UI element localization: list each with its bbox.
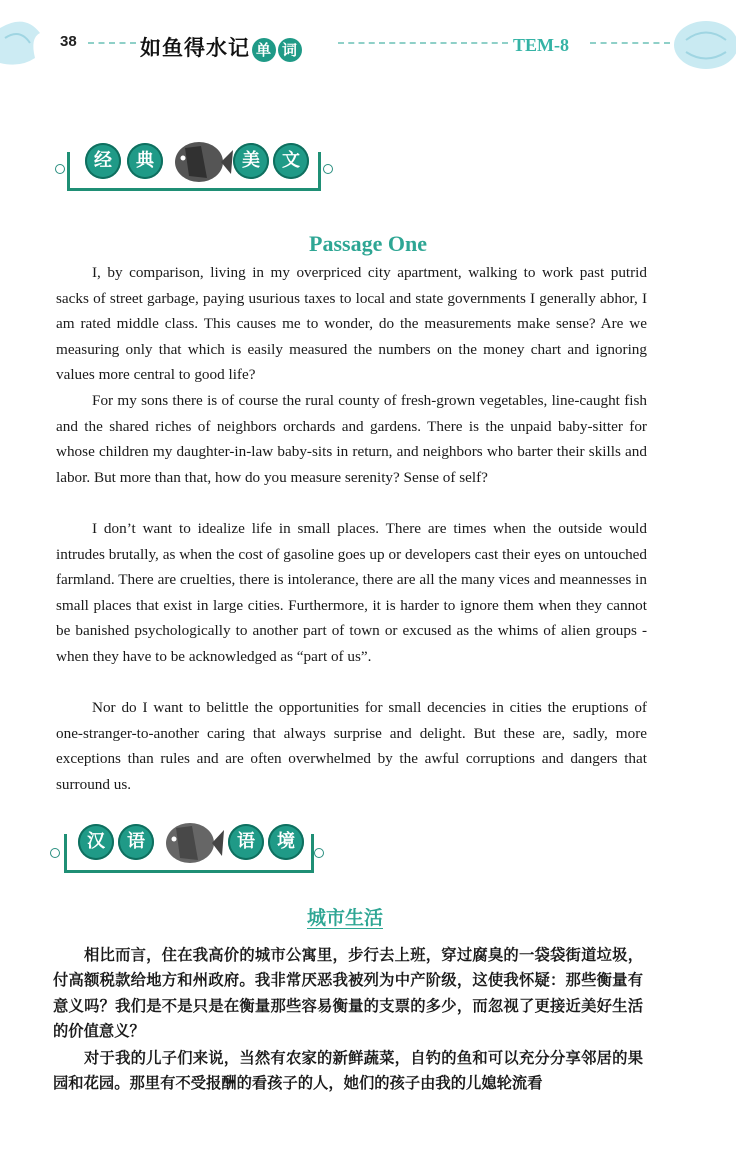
passage-paragraph: For my sons there is of course the rural county of fresh-grown vegetables, line-caught fish and the shared riches of neighbors orchards and gardens. There is the unpaid baby-sitter for whose children my daughter-in-law baby-sits in return, and neighbors who barter their skills and labor. But more than that, how do you measure serenity? Sense of self?	[56, 392, 647, 486]
header-divider	[338, 42, 508, 44]
section-badge: 经	[85, 143, 121, 179]
angelfish-icon	[158, 818, 224, 868]
series-label: TEM-8	[513, 35, 569, 55]
fish-decoration-icon	[656, 10, 736, 80]
passage-paragraph: Nor do I want to belittle the opportunities for small decencies in cities the eruptions of one-stranger-to-another caring that always surprise and delight. But these are, sadly, more exceptions than rules and are often overwhelmed by the awful corruptions and dangers that surround us.	[56, 699, 647, 793]
book-title-badge: 词	[278, 38, 302, 62]
section-badge: 语	[118, 824, 154, 860]
section-badge: 境	[268, 824, 304, 860]
banner-ring	[323, 164, 333, 174]
section-badge: 文	[273, 143, 309, 179]
swan-decoration-icon	[0, 8, 50, 78]
translation-paragraph: 相比而言，住在我高价的城市公寓里，步行去上班，穿过腐臭的一袋袋街道垃圾，付高额税款给地方和州政府。我非常厌恶我被列为中产阶级，这使我怀疑：那些衡量有意义吗？我们是不是只是在衡量那些容易衡量的支票的多少，而忽视了更接近美好生活的价值意义？	[53, 946, 643, 1040]
banner-ring	[55, 164, 65, 174]
passage-paragraph: I, by comparison, living in my overpriced city apartment, walking to work past putrid sacks of street garbage, paying usurious taxes to local and state governments I generally abhor, I am rated middle class. This causes me to wonder, do the measurements make sense? Are we measuring only that which is easily measured the numbers on the money chart and ignoring values more central to good life?	[56, 264, 647, 384]
header-divider	[88, 42, 136, 44]
passage-paragraph: I don’t want to idealize life in small places. There are times when the outside would intrudes brutally, as when the cost of gasoline goes up or developers cast their eyes on untouched farmland. There are cruelties, there is intolerance, there are all the many vices and meannesses in small places that exist in large cities. Furthermore, it is harder to ignore them when they cannot be banished psychologically to another part of town or excused as the whims of alien groups - when they have to be acknowledged as “part of us”.	[56, 520, 647, 665]
banner-ring	[50, 848, 60, 858]
angelfish-icon	[167, 138, 233, 186]
page-number: 38	[60, 33, 77, 50]
translation-paragraph: 对于我的儿子们来说，当然有农家的新鲜蔬菜，自钓的鱼和可以充分分享邻居的果园和花园。那里有不受报酬的看孩子的人，她们的孩子由我的儿媳轮流看	[53, 1049, 643, 1093]
page-header	[0, 0, 736, 90]
passage-title: Passage One	[309, 231, 427, 256]
book-title-text: 如鱼得水记	[140, 35, 250, 60]
book-title-badge: 单	[252, 38, 276, 62]
book-title	[140, 32, 302, 62]
section-badge: 汉	[78, 824, 114, 860]
section-badge: 语	[228, 824, 264, 860]
banner-ring	[314, 848, 324, 858]
section-banner-chinese-context	[50, 818, 340, 876]
section-badge: 美	[233, 143, 269, 179]
section-banner-classic-essay	[55, 140, 345, 198]
translation-title: 城市生活	[306, 907, 383, 929]
section-badge: 典	[127, 143, 163, 179]
